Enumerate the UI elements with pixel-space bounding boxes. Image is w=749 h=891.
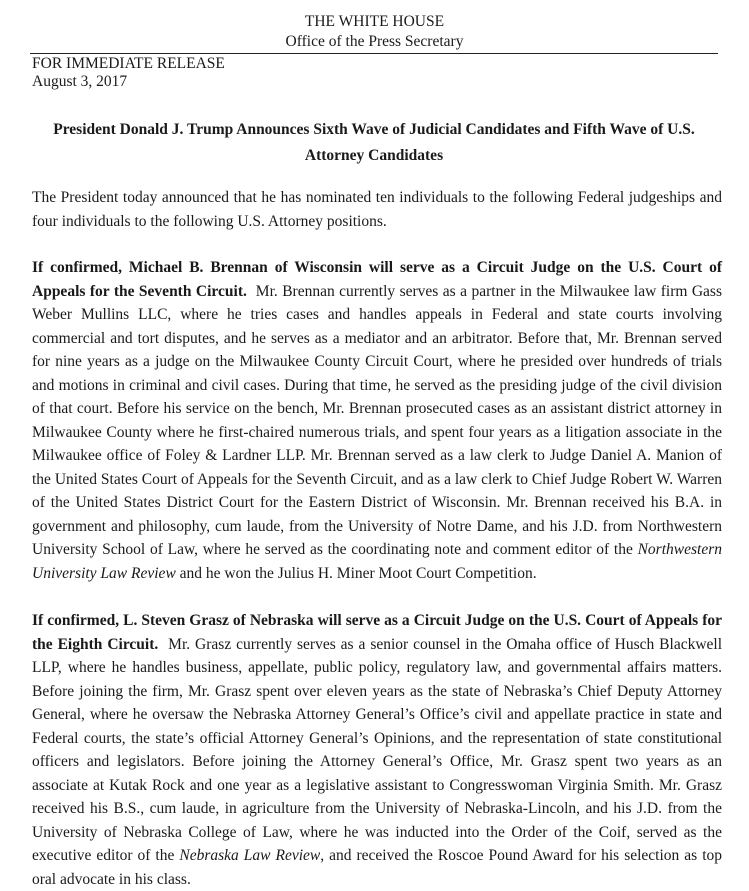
header-divider: [30, 53, 718, 54]
release-date: August 3, 2017: [32, 73, 128, 90]
nominee-body-grasz: Mr. Grasz currently serves as a senior counsel in the Omaha office of Husch Blackwell LLP, where he handles business, appellate, public policy, regulatory law, and governmental affairs matters. Before joining the firm, Mr. Grasz spent over eleven years as the state of Nebraska’s Chief Deputy Attorney General, where he oversaw the Nebraska Attorney General’s Office’s civil and appellate practice in state and Federal courts, the state’s official Attorney General’s Opinions, and the representation of state constitutional officers and legislators. Before joining the Attorney General’s Office, Mr. Grasz spent two years as an associate at Kutak Rock and one year as a legislative assistant to Congresswoman Virginia Smith. Mr. Grasz received his B.S., cum laude, in agriculture from the University of Nebraska-Lincoln, and his J.D. from the University of Nebraska College of Law, where he was inducted into the Order of the Coif, served as the executive editor of the: [32, 635, 723, 864]
release-info: [32, 55, 225, 91]
nominee-body-end-grasz: , and received the Roscoe Pound Award for his selection as top oral advocate in his class.: [32, 847, 722, 888]
journal-title-grasz: Nebraska Law Review: [179, 847, 321, 864]
intro-paragraph: The President today announced that he has nominated ten individuals to the following Federal judgeships and four individuals to the following U.S. Attorney positions.: [32, 189, 722, 230]
nominee-body-brennan: Mr. Brennan currently serves as a partner in the Milwaukee law firm Gass Weber Mullins LLC, where he tries cases and handles appeals in Federal and state courts involving commercial and tort disputes, and he serves as a mediator and an arbitrator. Before that, Mr. Brennan served for nine years as a judge on the Milwaukee County Circuit Court, where he presided over hundreds of trials and motions in criminal and civil cases. During that time, he served as the presiding judge of the civil division of that court. Before his service on the bench, Mr. Brennan prosecuted cases as an assistant district attorney in Milwaukee County where he first-chaired numerous trials, and spent four years as a litigation associate in the Milwaukee office of Foley & Lardner LLP. Mr. Brennan served as a law clerk to Judge Daniel A. Manion of the United States Court of Appeals for the Seventh Circuit, and as a law clerk to Chief Judge Robert W. Warren of the United States District Court for the Eastern District of Wisconsin. Mr. Brennan received his B.A. in government and philosophy, cum laude, from the University of Notre Dame, and his J.D. from Northwestern University School of Law, where he served as the coordinating note and comment editor of the: [32, 282, 723, 558]
headline: President Donald J. Trump Announces Sixth Wave of Judicial Candidates and Fifth Wave of U.S. Attorney Candidates: [53, 121, 695, 164]
nominee-lead-grasz: If confirmed, L. Steven Grasz of Nebraska will serve as a Circuit Judge on the U.S. Court of Appeals for the Eighth Circuit.: [32, 612, 722, 653]
release-label: FOR IMMEDIATE RELEASE: [32, 55, 225, 72]
journal-title-brennan: Northwestern University Law Review: [32, 541, 722, 582]
nominee-paragraph-brennan: [32, 256, 722, 585]
org-name: THE WHITE HOUSE: [304, 13, 445, 30]
letterhead: [0, 12, 749, 52]
office-name: Office of the Press Secretary: [285, 33, 464, 50]
nominee-paragraph-grasz: [32, 609, 722, 891]
nominee-lead-brennan: If confirmed, Michael B. Brennan of Wisconsin will serve as a Circuit Judge on the U.S. Court of Appeals for the Seventh Circuit.: [32, 259, 722, 300]
nominee-body-end-brennan: and he won the Julius H. Miner Moot Court Competition.: [179, 564, 537, 582]
